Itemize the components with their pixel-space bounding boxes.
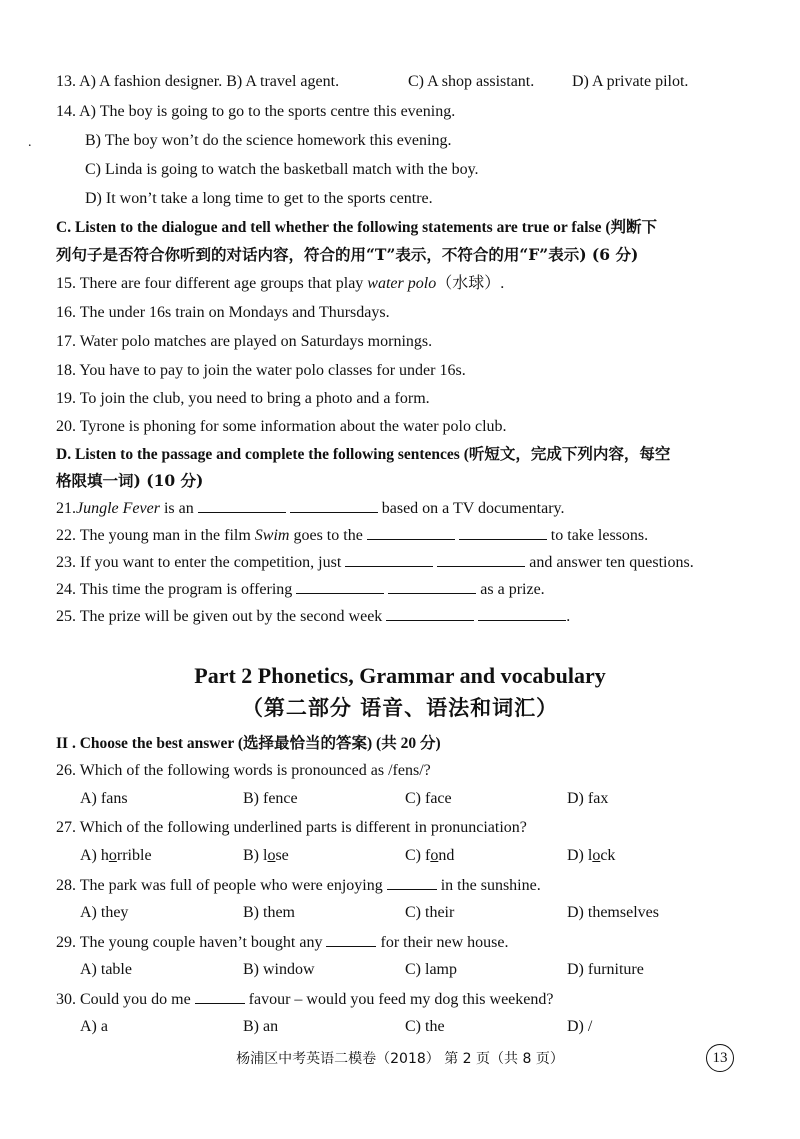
statement-suffix: （水球）. xyxy=(436,275,505,292)
question-text: favour – would you feed my dog this weekend? xyxy=(248,991,554,1008)
answer-blank[interactable] xyxy=(326,932,376,947)
option-d[interactable] xyxy=(567,846,615,866)
question-number: 13. xyxy=(56,73,76,90)
question-text: The park was full of people who were enjoying xyxy=(79,877,383,894)
statement-text: The under 16s train on Mondays and Thursdays. xyxy=(79,304,390,321)
answer-blank[interactable] xyxy=(367,525,455,540)
question-24 xyxy=(56,579,545,600)
statement-text: There are four different age groups that play xyxy=(79,275,368,292)
statement-text: To join the club, you need to bring a photo and a form. xyxy=(79,390,430,407)
question-17 xyxy=(56,332,432,352)
question-number: 29. xyxy=(56,934,76,951)
question-number: 25. xyxy=(56,608,76,625)
title-italic: Swim xyxy=(254,527,290,544)
option-b: B) The boy won’t do the science homework this evening. xyxy=(85,132,452,149)
question-number: 18. xyxy=(56,362,76,379)
answer-blank[interactable] xyxy=(195,989,245,1004)
question-25 xyxy=(56,606,570,627)
question-15 xyxy=(56,274,504,294)
option-c[interactable] xyxy=(405,846,454,866)
option-text: ck xyxy=(600,847,616,864)
underlined-letter: o xyxy=(267,847,276,864)
question-number: 27. xyxy=(56,819,76,836)
underlined-letter: o xyxy=(592,847,601,864)
sentence-end: and answer ten questions. xyxy=(529,554,694,571)
question-number: 30. xyxy=(56,991,76,1008)
option-text: C) f xyxy=(405,847,431,864)
option-d[interactable]: D) fax xyxy=(567,790,609,807)
option-c[interactable]: C) face xyxy=(405,790,452,807)
title-italic: Jungle Fever xyxy=(76,500,160,517)
question-number: 22. xyxy=(56,527,76,544)
statement-text: You have to pay to join the water polo classes for under 16s. xyxy=(79,362,466,379)
option-c[interactable]: C) the xyxy=(405,1018,445,1035)
question-number: 23. xyxy=(56,554,76,571)
answer-blank[interactable] xyxy=(437,552,525,567)
option-a-b: A) A fashion designer. B) A travel agent. xyxy=(79,73,340,90)
sentence-end: as a prize. xyxy=(480,581,545,598)
question-13 xyxy=(56,72,339,92)
question-number: 14. xyxy=(56,103,76,120)
section-ii-heading: II . Choose the best answer (选择最恰当的答案) (共 20 分) xyxy=(56,735,441,752)
question-number: 15. xyxy=(56,275,76,292)
circled-page-number: 13 xyxy=(706,1044,734,1072)
question-22 xyxy=(56,525,648,546)
question-28 xyxy=(56,875,541,896)
statement-text: Tyrone is phoning for some information about the water polo club. xyxy=(79,418,507,435)
option-b[interactable]: B) an xyxy=(243,1018,279,1035)
answer-blank[interactable] xyxy=(388,579,476,594)
sentence-middle: goes to the xyxy=(289,527,363,544)
option-text: se xyxy=(275,847,289,864)
question-number: 26. xyxy=(56,762,76,779)
answer-blank[interactable] xyxy=(387,875,437,890)
answer-blank[interactable] xyxy=(459,525,547,540)
question-text: Which of the following underlined parts is different in pronunciation? xyxy=(79,819,527,836)
section-c-heading: C. Listen to the dialogue and tell whether the following statements are true or false (判断下 xyxy=(56,219,657,236)
option-c: C) A shop assistant. xyxy=(408,73,535,90)
answer-blank[interactable] xyxy=(478,606,566,621)
question-27 xyxy=(56,818,527,838)
answer-blank[interactable] xyxy=(290,498,378,513)
question-number: 19. xyxy=(56,390,76,407)
option-a[interactable]: A) fans xyxy=(80,790,128,807)
section-c-heading-cont: 列句子是否符合你听到的对话内容，符合的用“T”表示，不符合的用“F”表示) (6 分) xyxy=(56,245,639,264)
question-number: 17. xyxy=(56,333,76,350)
option-a[interactable]: A) they xyxy=(80,904,129,921)
sentence-start: The prize will be given out by the second week xyxy=(79,608,383,625)
option-d[interactable]: D) / xyxy=(567,1018,593,1035)
statement-italic: water polo xyxy=(367,275,437,292)
option-c[interactable]: C) lamp xyxy=(405,961,457,978)
question-20 xyxy=(56,417,507,437)
question-text: in the sunshine. xyxy=(440,877,541,894)
option-text: nd xyxy=(438,847,455,864)
underlined-letter: o xyxy=(430,847,439,864)
part-2-title: Part 2 Phonetics, Grammar and vocabulary xyxy=(194,663,606,688)
sentence-end: to take lessons. xyxy=(550,527,649,544)
answer-blank[interactable] xyxy=(296,579,384,594)
page-footer: 杨浦区中考英语二模卷（2018） 第 2 页（共 8 页） xyxy=(236,1051,564,1067)
option-b[interactable]: B) fence xyxy=(243,790,298,807)
question-26 xyxy=(56,761,431,781)
question-text: for their new house. xyxy=(380,934,509,951)
statement-text: Water polo matches are played on Saturdays mornings. xyxy=(79,333,433,350)
question-29 xyxy=(56,932,508,953)
question-16 xyxy=(56,303,390,323)
sentence-start: The young man in the film xyxy=(79,527,255,544)
sentence-start: is an xyxy=(159,500,194,517)
option-a[interactable]: A) a xyxy=(80,1018,108,1035)
option-c[interactable]: C) their xyxy=(405,904,455,921)
question-number: 16. xyxy=(56,304,76,321)
underlined-letter: o xyxy=(108,847,117,864)
option-b[interactable] xyxy=(243,846,289,866)
question-21 xyxy=(56,498,565,519)
option-d: D) A private pilot. xyxy=(572,73,689,90)
question-text: Which of the following words is pronounced as /fens/? xyxy=(79,762,431,779)
option-text: B) l xyxy=(243,847,268,864)
option-text: A) h xyxy=(80,847,109,864)
question-18 xyxy=(56,361,466,381)
stray-mark: . xyxy=(28,135,32,150)
question-text: The young couple haven’t bought any xyxy=(79,934,323,951)
option-text: rrible xyxy=(116,847,152,864)
sentence-start: If you want to enter the competition, just xyxy=(80,554,342,571)
question-number: 24. xyxy=(56,581,76,598)
option-d[interactable]: D) furniture xyxy=(567,961,644,978)
option-a: A) The boy is going to go to the sports centre this evening. xyxy=(79,103,456,120)
question-number: 20. xyxy=(56,418,76,435)
answer-blank[interactable] xyxy=(345,552,433,567)
section-d-heading-cont: 格限填一词) (10 分) xyxy=(56,471,204,490)
answer-blank[interactable] xyxy=(386,606,474,621)
option-c: C) Linda is going to watch the basketball match with the boy. xyxy=(85,161,479,178)
option-b[interactable]: B) them xyxy=(243,904,295,921)
question-number: 21. xyxy=(56,500,76,517)
option-a[interactable] xyxy=(80,846,152,866)
option-a[interactable]: A) table xyxy=(80,961,132,978)
section-d-heading: D. Listen to the passage and complete the following sentences (听短文，完成下列内容，每空 xyxy=(56,446,671,463)
sentence-end: . xyxy=(566,608,571,625)
sentence-end: based on a TV documentary. xyxy=(381,500,565,517)
question-number: 28. xyxy=(56,877,76,894)
question-14 xyxy=(56,102,455,122)
option-d[interactable]: D) themselves xyxy=(567,904,659,921)
question-text: Could you do me xyxy=(80,991,191,1008)
question-30 xyxy=(56,989,553,1010)
option-d: D) It won’t take a long time to get to the sports centre. xyxy=(85,190,433,207)
sentence-start: This time the program is offering xyxy=(79,581,293,598)
option-b[interactable]: B) window xyxy=(243,961,315,978)
question-19 xyxy=(56,389,430,409)
part-2-title-cn: （第二部分 语音、语法和词汇） xyxy=(241,696,559,720)
question-23 xyxy=(56,552,694,573)
answer-blank[interactable] xyxy=(198,498,286,513)
option-text: D) l xyxy=(567,847,593,864)
